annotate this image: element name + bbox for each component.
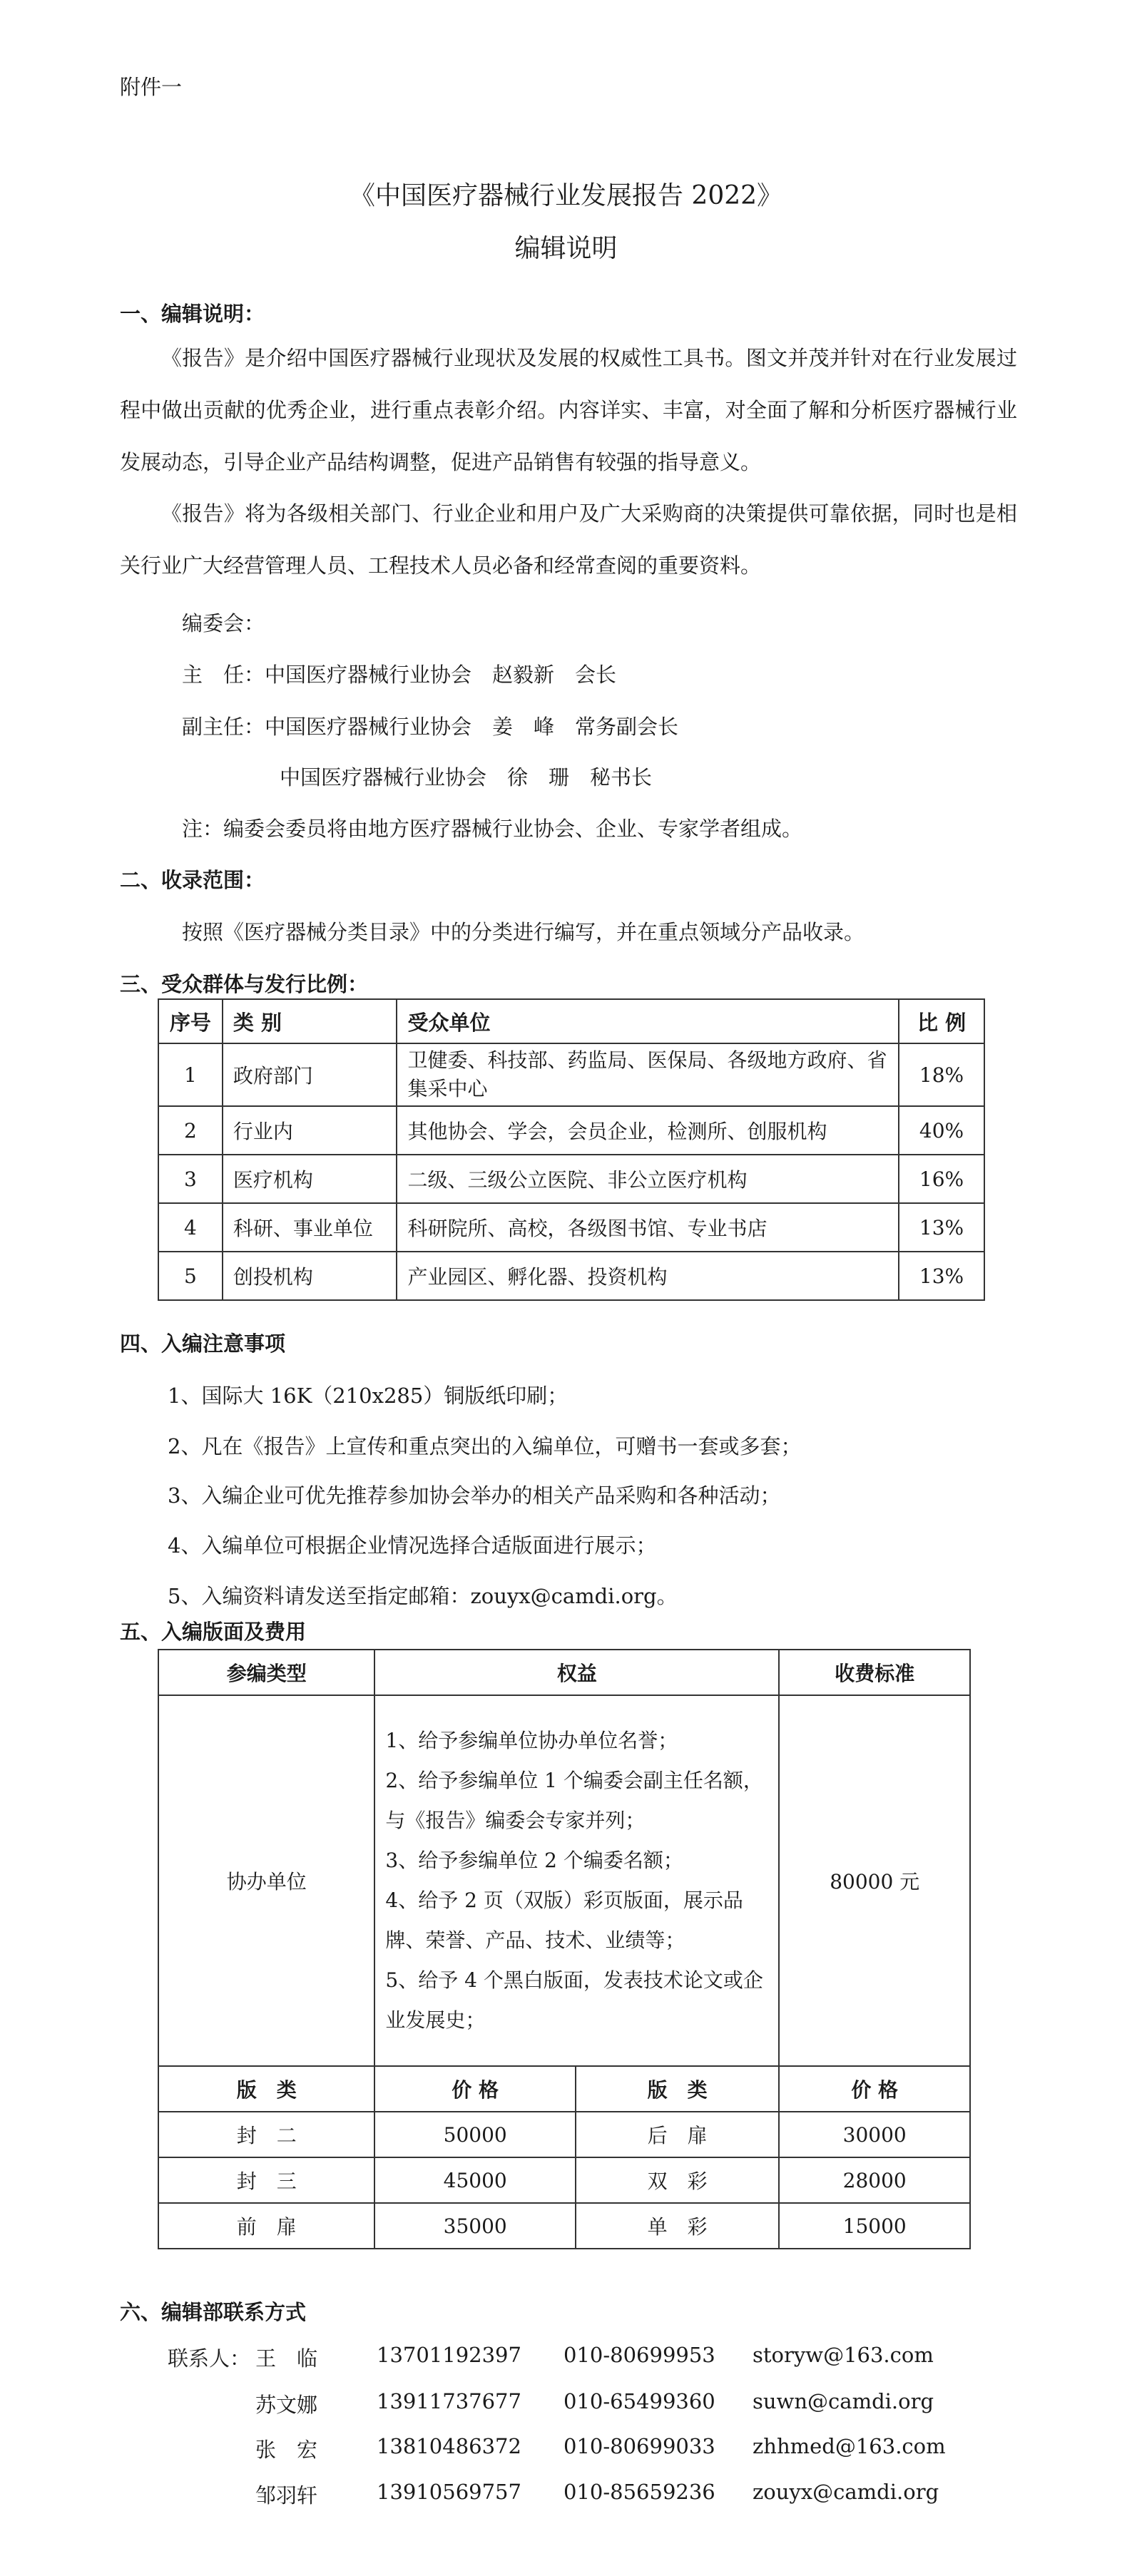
notice-item: 4、入编单位可根据企业情况选择合适版面进行展示； (168, 1533, 657, 1558)
contact-email[interactable]: suwn@camdi.org (753, 2389, 934, 2413)
page-type: 后 扉 (576, 2112, 779, 2157)
contact-email[interactable]: zhhmed@163.com (753, 2434, 946, 2458)
page-type: 封 三 (158, 2157, 374, 2203)
table-row (158, 1695, 970, 2066)
price-header-type-1: 版 类 (158, 2066, 374, 2112)
row-ratio: 18% (899, 1043, 984, 1106)
sponsor-fee: 80000 元 (779, 1695, 970, 2066)
table-row (158, 1203, 984, 1252)
attachment-label: 附件一 (120, 75, 183, 99)
benefit-item: 3、给予参编单位 2 个编委名额； (385, 1849, 683, 1872)
contact-email[interactable]: storyw@163.com (753, 2343, 934, 2367)
header-type: 参编类型 (158, 1650, 374, 1695)
price-header-type-2: 版 类 (576, 2066, 779, 2112)
section-2-heading: 二、收录范围： (120, 868, 265, 892)
row-category: 行业内 (223, 1106, 397, 1155)
row-no: 3 (158, 1155, 223, 1203)
contact-mobile: 13810486372 (377, 2434, 521, 2458)
notice-item: 5、入编资料请发送至指定邮箱：zouyx@camdi.org。 (168, 1584, 678, 1608)
table-row (158, 2112, 970, 2157)
notice-item: 2、凡在《报告》上宣传和重点突出的入编单位，可赠书一套或多套； (168, 1434, 802, 1458)
price-header-row (158, 2066, 970, 2112)
contact-name: 王 临 (255, 2346, 318, 2371)
section-5-heading: 五、入编版面及费用 (120, 1620, 307, 1644)
section-1-heading: 一、编辑说明： (120, 302, 265, 326)
header-benefits: 权益 (374, 1650, 779, 1695)
audience-table (158, 998, 985, 1301)
row-no: 1 (158, 1043, 223, 1106)
contact-label: 联系人： (168, 2346, 251, 2371)
contact-phone: 010-80699033 (564, 2434, 715, 2458)
page-type: 封 二 (158, 2112, 374, 2157)
row-category: 医疗机构 (223, 1155, 397, 1203)
row-ratio: 16% (899, 1155, 984, 1203)
section-1-paragraph-2: 《报告》将为各级相关部门、行业企业和用户及广大采购商的决策提供可靠依据，同时也是相关行业广大经营管理人员、工程技术人员必备和经常查阅的重要资料。 (120, 501, 1017, 578)
notice-item: 3、入编企业可优先推荐参加协会举办的相关产品采购和各种活动； (168, 1483, 781, 1508)
contact-mobile: 13911737677 (377, 2389, 521, 2413)
row-no: 2 (158, 1106, 223, 1155)
committee-director: 主 任：中国医疗器械行业协会 赵毅新 会长 (182, 663, 617, 687)
row-units: 科研院所、高校，各级图书馆、专业书店 (397, 1203, 899, 1252)
sponsor-type: 协办单位 (158, 1695, 374, 2066)
document-subtitle: 编辑说明 (514, 234, 618, 263)
committee-note: 注：编委会委员将由地方医疗器械行业协会、企业、专家学者组成。 (182, 817, 803, 841)
committee-vice-director-1: 副主任：中国医疗器械行业协会 姜 峰 常务副会长 (182, 715, 679, 739)
header-units: 受众单位 (397, 999, 899, 1043)
section-6-heading: 六、编辑部联系方式 (120, 2300, 307, 2324)
price-header-price-1: 价 格 (374, 2066, 576, 2112)
row-units: 产业园区、孵化器、投资机构 (397, 1252, 899, 1300)
row-category: 政府部门 (223, 1043, 397, 1106)
table-row (158, 2157, 970, 2203)
header-fee: 收费标准 (779, 1650, 970, 1695)
contact-mobile: 13701192397 (377, 2343, 521, 2367)
benefit-item: 5、给予 4 个黑白版面，发表技术论文或企业发展史； (385, 1968, 763, 2032)
contact-phone: 010-80699953 (564, 2343, 715, 2367)
row-ratio: 13% (899, 1252, 984, 1300)
row-category: 科研、事业单位 (223, 1203, 397, 1252)
header-no: 序号 (158, 999, 223, 1043)
contact-phone: 010-65499360 (564, 2389, 715, 2413)
benefits-list (374, 1695, 779, 2066)
contact-mobile: 13910569757 (377, 2480, 521, 2504)
committee-vice-director-2: 中国医疗器械行业协会 徐 珊 秘书长 (280, 765, 653, 789)
price-header-price-2: 价 格 (779, 2066, 970, 2112)
page-price: 45000 (374, 2157, 576, 2203)
header-category: 类 别 (223, 999, 397, 1043)
contact-name: 苏文娜 (255, 2393, 318, 2417)
page-price: 28000 (779, 2157, 970, 2203)
page-price: 35000 (374, 2203, 576, 2249)
committee-label: 编委会： (182, 611, 265, 635)
section-4-heading: 四、入编注意事项 (120, 1332, 286, 1356)
audience-table-header (158, 999, 984, 1043)
row-ratio: 13% (899, 1203, 984, 1252)
fees-table-header (158, 1650, 970, 1695)
table-row (158, 1043, 984, 1106)
notice-item: 1、国际大 16K（210x285）铜版纸印刷； (168, 1384, 568, 1408)
row-category: 创投机构 (223, 1252, 397, 1300)
row-no: 4 (158, 1203, 223, 1252)
contact-name: 邹羽轩 (255, 2483, 318, 2508)
table-row (158, 1252, 984, 1300)
section-3-heading: 三、受众群体与发行比例： (120, 972, 369, 996)
header-ratio: 比 例 (899, 999, 984, 1043)
contact-email[interactable]: zouyx@camdi.org (753, 2480, 939, 2504)
page-price: 30000 (779, 2112, 970, 2157)
page-type: 单 彩 (576, 2203, 779, 2249)
row-units: 二级、三级公立医院、非公立医疗机构 (397, 1155, 899, 1203)
benefit-item: 1、给予参编单位协办单位名誉； (385, 1729, 678, 1752)
benefit-item: 2、给予参编单位 1 个编委会副主任名额，与《报告》编委会专家并列； (385, 1769, 763, 1832)
row-ratio: 40% (899, 1106, 984, 1155)
section-2-text: 按照《医疗器械分类目录》中的分类进行编写，并在重点领域分产品收录。 (182, 920, 865, 944)
benefit-item: 4、给予 2 页（双版）彩页版面，展示品牌、荣誉、产品、技术、业绩等； (385, 1888, 743, 1952)
section-1-paragraph-1: 《报告》是介绍中国医疗器械行业现状及发展的权威性工具书。图文并茂并针对在行业发展过程中做出贡献的优秀企业，进行重点表彰介绍。内容详实、丰富，对全面了解和分析医疗器械行业发展动态，引导企业产品结构调整，促进产品销售有较强的指导意义。 (120, 346, 1017, 474)
page-price: 50000 (374, 2112, 576, 2157)
fees-table (158, 1649, 971, 2249)
contact-name: 张 宏 (255, 2438, 318, 2462)
row-no: 5 (158, 1252, 223, 1300)
row-units: 其他协会、学会，会员企业，检测所、创服机构 (397, 1106, 899, 1155)
page-type: 前 扉 (158, 2203, 374, 2249)
page-price: 15000 (779, 2203, 970, 2249)
row-units: 卫健委、科技部、药监局、医保局、各级地方政府、省集采中心 (397, 1043, 899, 1106)
table-row (158, 1106, 984, 1155)
contact-phone: 010-85659236 (564, 2480, 715, 2504)
page-type: 双 彩 (576, 2157, 779, 2203)
document-title: 《中国医疗器械行业发展报告 2022》 (349, 181, 783, 210)
table-row (158, 1155, 984, 1203)
table-row (158, 2203, 970, 2249)
